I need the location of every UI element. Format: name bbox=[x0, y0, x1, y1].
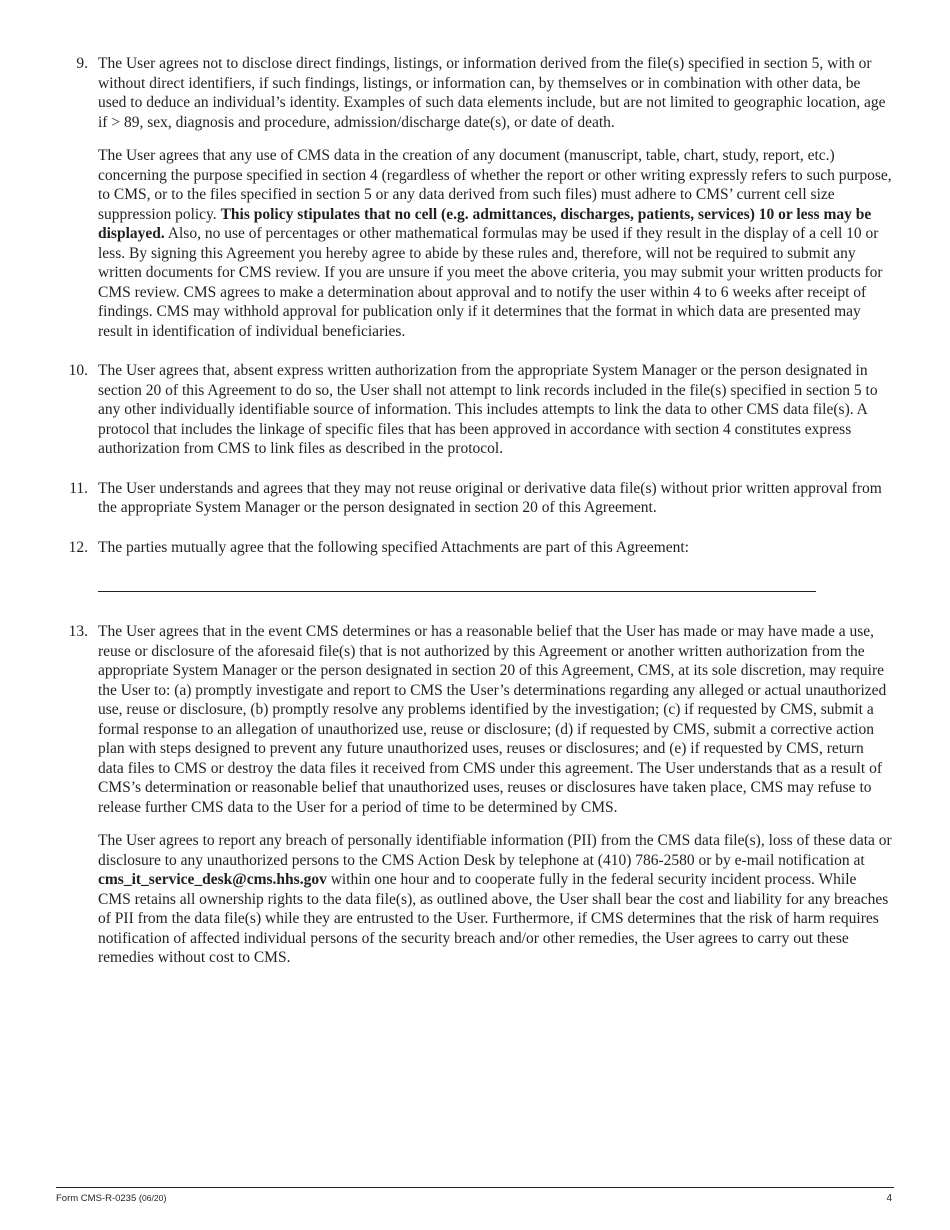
section-paragraph: The User agrees that in the event CMS determines or has a reasonable belief that the User has made or may have made a use, reuse or disclosure of the aforesaid file(s) that is not authorized by this Agreement or another written authorization from the appropriate System Manager or the person designated in section 20 of this Agreement, CMS, at its sole discretion, may require the User to: (a) promptly investigate and report to CMS the User’s determinations regarding any alleged or actual unauthorized use, reuse or disclosure, (b) promptly resolve any problems identified by the investigation; (c) if requested by CMS, submit a formal response to an allegation of unauthorized use, reuse or disclosure; (d) if requested by CMS, submit a corrective action plan with steps designed to prevent any future unauthorized uses, reuses or disclosures; and (e) if requested by CMS, return data files to CMS or destroy the data files it received from CMS under this agreement. The User understands that as a result of CMS’s determination or reasonable belief that unauthorized uses, reuses or disclosures have taken place, CMS may refuse to release further CMS data to the User for a period of time to be determined by CMS. bbox=[98, 623, 887, 816]
section-11 bbox=[58, 479, 892, 518]
section-number: 13. bbox=[68, 623, 88, 640]
breach-report-paragraph: The User agrees to report any breach of personally identifiable information (PII) from the CMS data file(s), loss of these data or disclosure to any unauthorized persons to the CMS Action Desk by telephone at (410) 786-2580 or by e-mail notification at cms_it_service_desk@cms.hhs.gov within one hour and to cooperate fully in the federal security incident process. While CMS retains all ownership rights to the data file(s), as outlined above, the User shall bear the cost and liability for any breaches of PII from the data file(s) while they are entrusted to the User. Furthermore, if CMS determines that the risk of harm requires notification of affected individual persons of the security breach and/or other remedies, the User agrees to carry out these remedies without cost to CMS. bbox=[98, 832, 892, 966]
footer-divider bbox=[56, 1187, 894, 1188]
service-desk-email: cms_it_service_desk@cms.hhs.gov bbox=[98, 871, 327, 888]
attachments-fill-line[interactable] bbox=[98, 581, 816, 592]
section-9 bbox=[58, 54, 892, 341]
section-13 bbox=[58, 622, 892, 968]
policy-statement: This policy stipulates that no cell (e.g. admittances, discharges, patients, services) 10 or less may be displayed. bbox=[98, 205, 872, 242]
section-12 bbox=[58, 538, 892, 558]
page-number: 4 bbox=[886, 1193, 892, 1204]
form-number: Form CMS-R-0235 (06/20) bbox=[56, 1193, 167, 1204]
cell-suppression-paragraph: The User agrees that any use of CMS data in the creation of any document (manuscript, table, chart, study, report, etc.) concerning the purpose specified in section 4 (regardless of whether the report or other writing expressly refers to such purpose, to CMS, or to the files specified in section 5 or any data derived from such files) must adhere to CMS’ current cell size suppression policy. This policy stipulates that no cell (e.g. admittances, discharges, patients, services) 10 or less may be displayed. Also, no use of percentages or other mathematical formulas may be used if they result in the display of a cell 10 or less. By signing this Agreement you hereby agree to abide by these rules and, therefore, will not be required to submit any written documents for CMS review. If you are unsure if you meet the above criteria, you may submit your written products for CMS review. CMS agrees to make a determination about approval and to notify the user within 4 to 6 weeks after receipt of findings. CMS may withhold approval for publication only if it determines that the format in which data are presented may result in identification of individual beneficiaries. bbox=[98, 147, 892, 340]
section-number: 11. bbox=[69, 479, 88, 497]
section-10 bbox=[58, 361, 892, 459]
section-paragraph: The User understands and agrees that they may not reuse original or derivative data file(s) without prior written approval from the appropriate System Manager or the person designated in section 20 of this Agreement. bbox=[98, 479, 882, 516]
section-paragraph: The User agrees not to disclose direct findings, listings, or information derived from the file(s) specified in section 5, with or without direct identifiers, if such findings, listings, or information can, by themselves or in combination with other data, be used to deduce an individual’s identity. Examples of such data elements include, but are not limited to geographic location, age if > 89, sex, diagnosis and procedure, admission/discharge date(s), or date of death. bbox=[98, 55, 886, 131]
section-number: 9. bbox=[76, 55, 88, 72]
section-paragraph: The parties mutually agree that the following specified Attachments are part of this Agreement: bbox=[98, 538, 689, 556]
section-number: 12. bbox=[68, 538, 88, 556]
section-number: 10. bbox=[68, 362, 88, 379]
agreement-body bbox=[58, 54, 892, 988]
section-paragraph: The User agrees that, absent express written authorization from the appropriate System Manager or the person designated in section 20 of this Agreement to do so, the User shall not attempt to link records included in the file(s) specified in section 5 to any other individually identifiable source of information. This includes attempts to link the data to other CMS data file(s). A protocol that includes the linkage of specific files that has been approved in accordance with section 4 constitutes express authorization from CMS to link files as described in the protocol. bbox=[98, 362, 878, 457]
